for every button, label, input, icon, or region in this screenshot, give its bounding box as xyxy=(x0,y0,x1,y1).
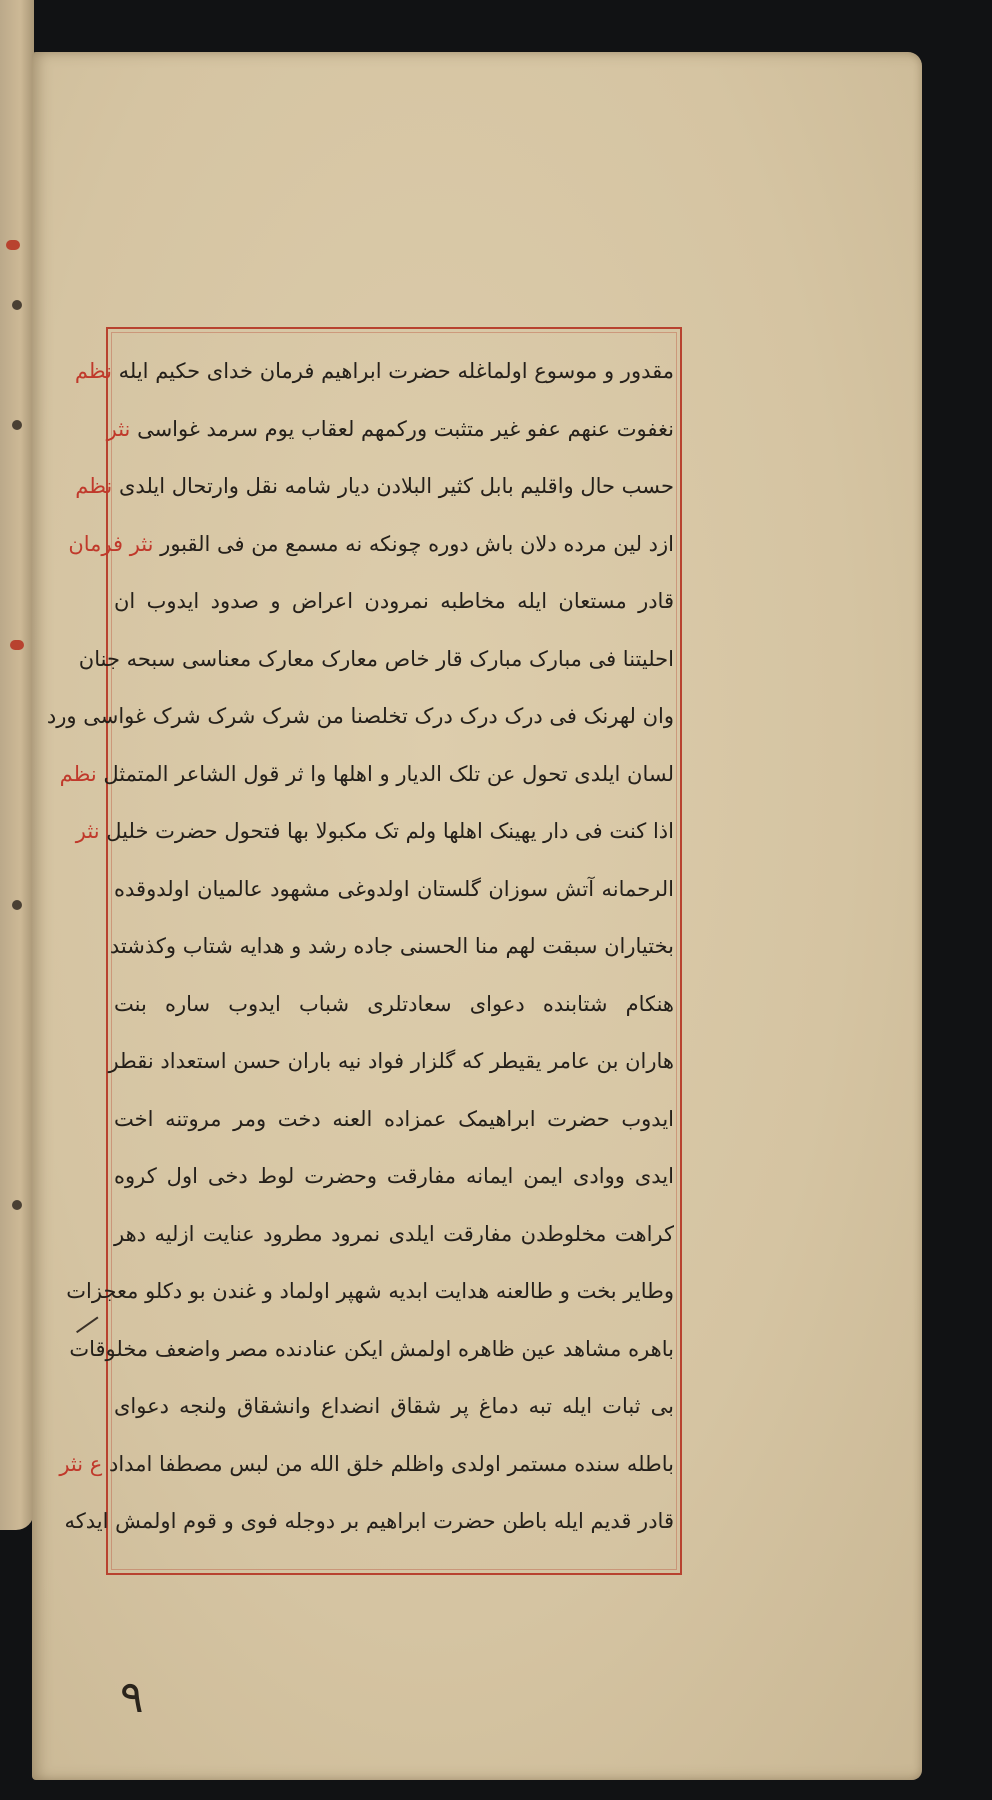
text-line xyxy=(75,803,674,861)
line-text: هنکام شتابنده دعوای سعادتلری شباب ایدوب ساره بنت xyxy=(114,991,674,1016)
line-text: کراهت مخلوطدن مفارقت ایلدی نمرود مطرود عنایت ازلیه دهر xyxy=(114,1221,674,1246)
line-text: هاران بن عامر یقیطر که گلزار فواد نیه باران حسن استعداد نقطر xyxy=(108,1049,674,1073)
text-line xyxy=(75,458,674,516)
line-text: ایدی ووادی ایمن ایمانه مفارقت وحضرت لوط دخی اول کروه xyxy=(114,1164,674,1188)
text-line xyxy=(114,1091,674,1149)
line-text: ازد لین مرده دلان باش دوره چونکه نه مسمع من فی القبور xyxy=(160,531,674,556)
text-line xyxy=(106,401,674,459)
text-line xyxy=(59,1436,674,1494)
line-text: الرحمانه آتش سوزان گلستان اولدوغی مشهود عالمیان اولدوقده xyxy=(114,876,674,901)
text-block xyxy=(46,343,674,1551)
ink-mark xyxy=(12,300,22,310)
text-line xyxy=(64,1493,674,1551)
rubric-word: نظم xyxy=(75,474,113,498)
text-line xyxy=(66,1263,674,1321)
line-text: اذا کنت فی دار یهینک اهلها ولم تک مکبولا بها فتحول حضرت خلیل xyxy=(106,819,674,843)
line-text: ایدوب حضرت ابراهیمک عمزاده العنه دخت ومر مروتنه اخت xyxy=(114,1106,674,1131)
line-text: باطله سنده مستمر اولدی واظلم خلق الله من لبس مصطفا امداد xyxy=(108,1451,674,1476)
text-line xyxy=(114,1378,674,1436)
text-line xyxy=(68,516,674,574)
rubric-word: نثر فرمان xyxy=(68,531,154,556)
text-line xyxy=(114,976,674,1034)
line-text: حسب حال واقلیم بابل کثیر البلادن دیار شامه نقل وارتحال ایلدی xyxy=(118,474,674,498)
line-text: بختیاران سبقت لهم منا الحسنی جاده رشد و هدایه شتاب وکذشتد xyxy=(109,934,674,958)
text-line xyxy=(114,573,674,631)
line-text: باهره مشاهد عین ظاهره اولمش ایکن عنادنده مصر واضعف مخلوقات xyxy=(69,1336,674,1361)
line-text: لسان ایلدی تحول عن تلک الدیار و اهلها وا ثر قول الشاعر المتمثل xyxy=(103,761,674,786)
text-line xyxy=(59,746,674,804)
ink-mark xyxy=(12,900,22,910)
rubric-word: نظم xyxy=(74,359,112,383)
line-text: وطایر بخت و طالعنه هدایت ابدیه شهپر اولماد و غندن بو دکلو معجزات xyxy=(66,1279,674,1303)
rubric-word: ع نثر xyxy=(59,1451,103,1476)
text-line xyxy=(114,1206,674,1264)
manuscript-page xyxy=(32,52,922,1780)
rubric-word: نثر xyxy=(75,819,100,843)
line-text: نغفوت عنهم عفو غیر متثبت ورکمهم لعقاب یوم سرمد غواسی xyxy=(137,416,674,441)
previous-page-edge xyxy=(0,0,34,1530)
rubric-mark xyxy=(6,240,20,250)
line-text: احلیتنا فی مبارک مبارک قار خاص معارک معارک معناسی سبحه جنان xyxy=(78,646,674,671)
rubric-mark xyxy=(10,640,24,650)
text-line xyxy=(74,343,674,401)
line-text: قادر قدیم ایله باطن حضرت ابراهیم بر دوجله فوی و قوم اولمش ایدکه xyxy=(64,1509,674,1533)
ink-mark xyxy=(12,1200,22,1210)
text-line xyxy=(46,688,674,746)
folio-number: ٩ xyxy=(120,1672,144,1723)
rubric-word: نثر xyxy=(106,416,131,441)
text-line xyxy=(114,1148,674,1206)
text-frame xyxy=(46,327,682,1575)
line-text: مقدور و موسوع اولماغله حضرت ابراهیم فرمان خدای حکیم ایله xyxy=(118,359,674,383)
ink-mark xyxy=(12,420,22,430)
text-line xyxy=(109,918,674,976)
line-text: قادر مستعان ایله مخاطبه نمرودن اعراض و صدود ایدوب ان xyxy=(114,589,674,613)
rubric-word: نظم xyxy=(59,761,97,786)
text-line xyxy=(114,861,674,919)
text-line xyxy=(69,1321,674,1379)
line-text: وان لهرنک فی درک درک درک تخلصنا من شرک شرک شرک غواسی ورد xyxy=(46,704,674,728)
text-line xyxy=(78,631,674,689)
line-text: بی ثبات ایله تبه دماغ پر شقاق انضداع وانشقاق ولنجه دعوای xyxy=(114,1394,674,1418)
text-line xyxy=(108,1033,674,1091)
